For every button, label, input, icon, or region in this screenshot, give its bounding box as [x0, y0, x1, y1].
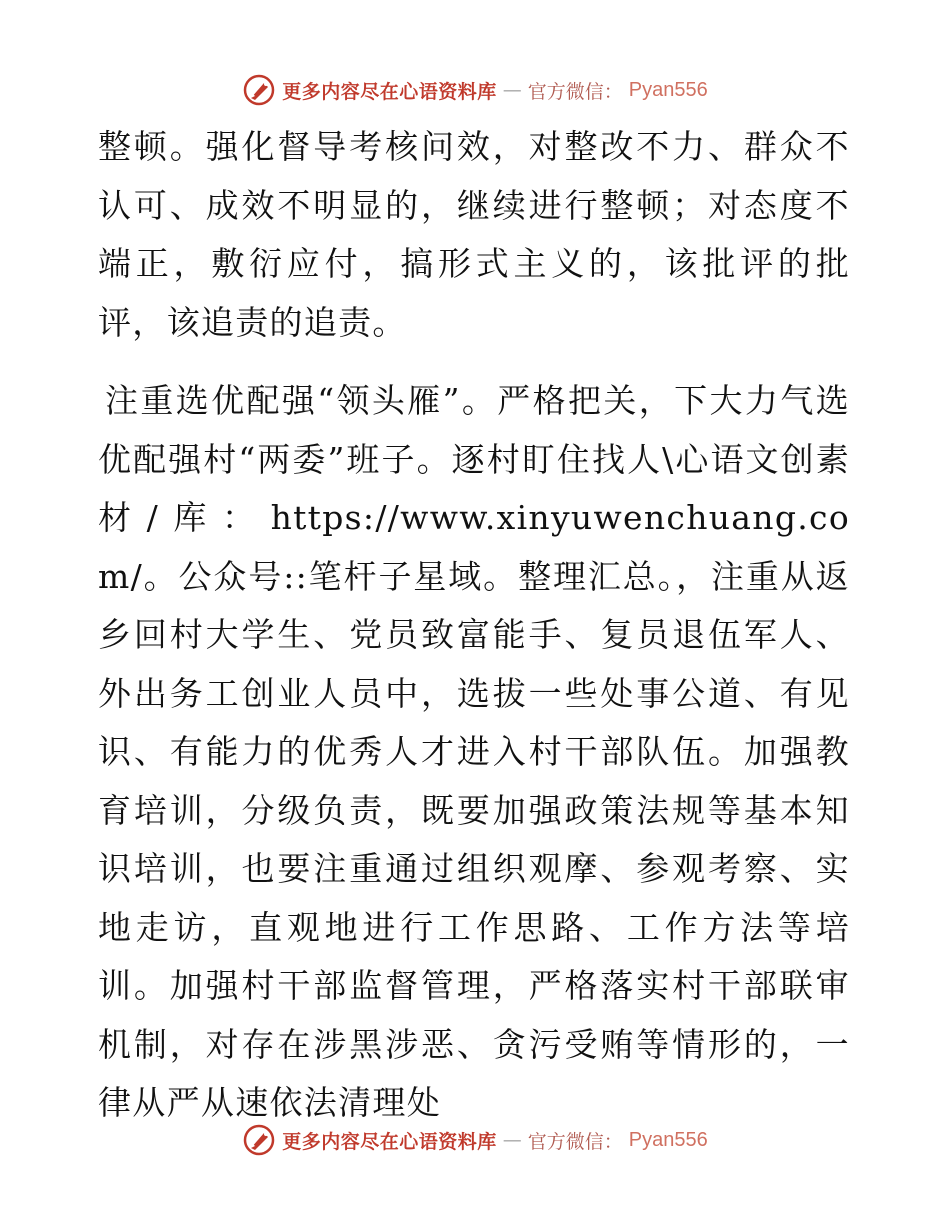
paragraph-2: 注重选优配强“领头雁”。严格把关，下大力气选优配强村“两委”班子。逐村盯住找人\心语文创素材/库：https://www.xinyuwenchuang.com/。公众号::笔杆子星域。整理汇总。，注重从返乡回村大学生、党员致富能手、复员退伍军人、外出务工创业人员中，选拔一些处事公道、有见识、有能力的优秀人才进入村干部队伍。加强教育培训，分级负责，既要加强政策法规等基本知识培训，也要注重通过组织观摩、参观考察、实地走访，直观地进行工作思路、工作方法等培训。加强村干部监督管理，严格落实村干部联审机制，对存在涉黑涉恶、贪污受贿等情形的，一律从严从速依法清理处 [98, 381, 850, 1122]
pen-nib-logo-icon [242, 73, 276, 107]
watermark-separator: — [502, 79, 522, 101]
watermark-wechat-id: Pyan556 [628, 1128, 708, 1151]
document-body [98, 118, 850, 1133]
watermark-wechat-label: 官方微信： [527, 1130, 623, 1153]
header-watermark-banner [0, 70, 950, 110]
watermark-site-text: 更多内容尽在心语资料库 [282, 1130, 497, 1153]
watermark-wechat-label: 官方微信： [527, 80, 623, 103]
footer-watermark-banner [0, 1120, 950, 1160]
pen-nib-logo-icon [242, 1123, 276, 1157]
watermark-wechat-id: Pyan556 [628, 78, 708, 101]
paragraph-1: 整顿。强化督导考核问效，对整改不力、群众不认可、成效不明显的，继续进行整顿；对态度不端正，敷衍应付，搞形式主义的，该批评的批评，该追责的追责。 [98, 127, 850, 342]
watermark-separator: — [502, 1129, 522, 1151]
watermark-site-text: 更多内容尽在心语资料库 [282, 80, 497, 103]
